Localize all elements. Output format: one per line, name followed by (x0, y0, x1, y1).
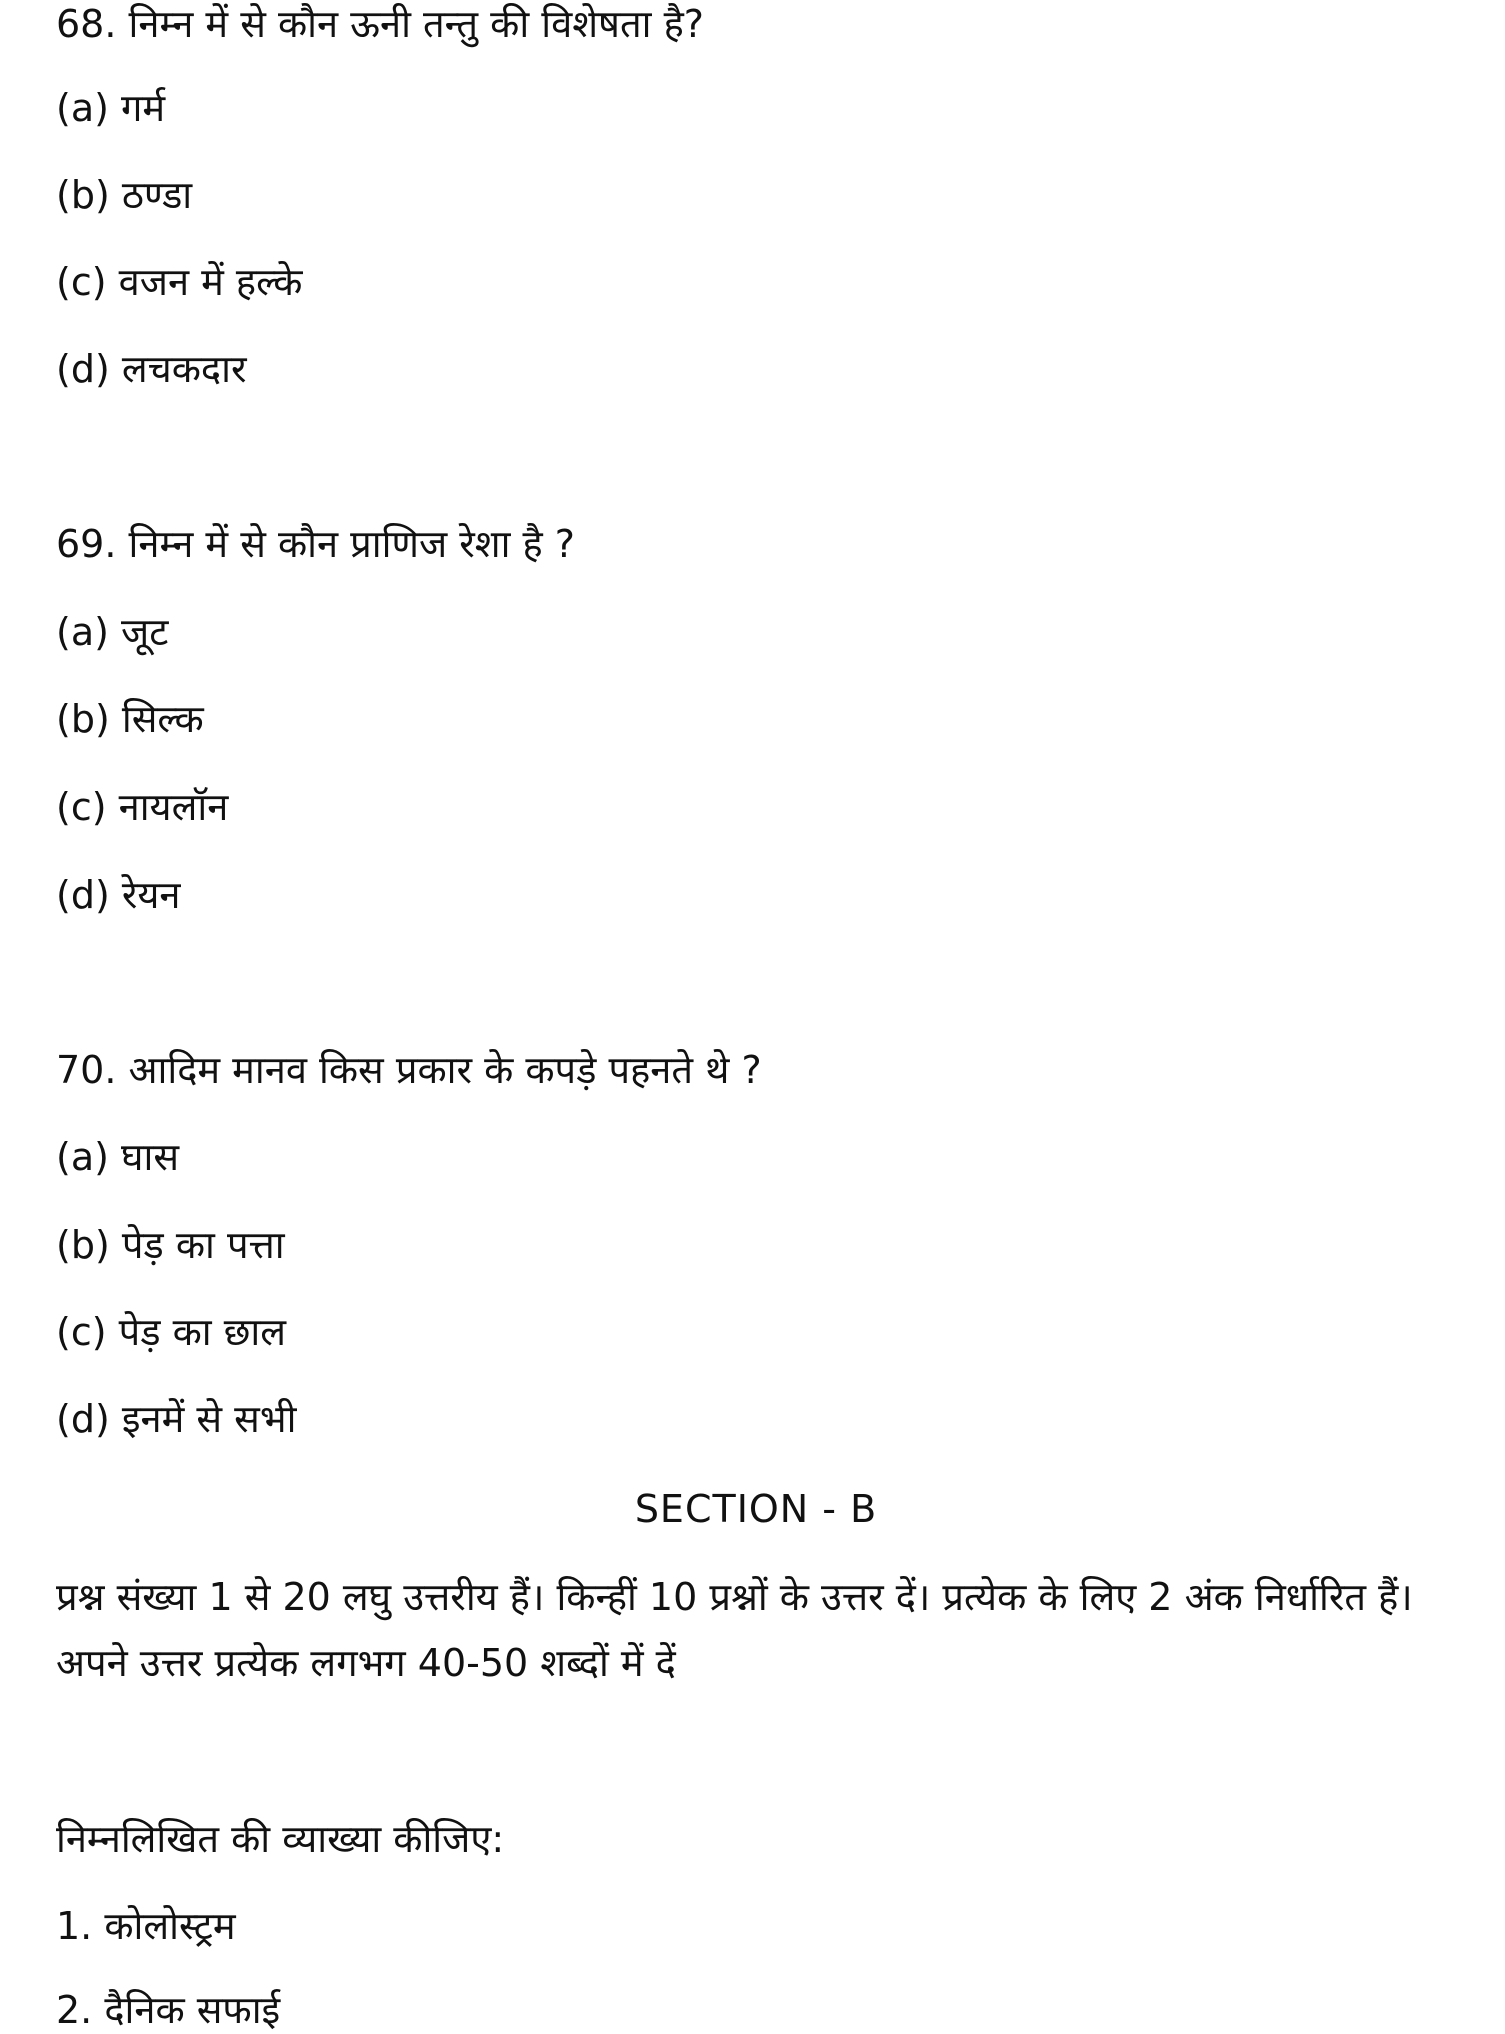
question-69-option-d: (d) रेयन (56, 873, 181, 917)
question-69-option-a: (a) जूट (56, 610, 169, 654)
question-70-option-d: (d) इनमें से सभी (56, 1397, 297, 1441)
section-b-prompt: निम्नलिखित की व्याख्या कीजिए: (56, 1817, 505, 1861)
section-b-item-1: 1. कोलोस्ट्रम (56, 1904, 236, 1948)
section-b-instructions: प्रश्न संख्या 1 से 20 लघु उत्तरीय हैं। किन्हीं 10 प्रश्नों के उत्तर दें। प्रत्येक के लिए 2 अंक निर्धारित हैं। अपने उत्तर प्रत्येक लगभग 40-50 शब्दों में दें (56, 1575, 1413, 1685)
question-69-option-b: (b) सिल्क (56, 697, 204, 741)
question-70-option-a: (a) घास (56, 1135, 180, 1179)
question-68-option-a: (a) गर्म (56, 86, 166, 130)
question-69: 69. निम्न में से कौन प्राणिज रेशा है ? (56, 522, 575, 566)
question-70-option-c: (c) पेड़ का छाल (56, 1310, 286, 1354)
question-68-option-c: (c) वजन में हल्के (56, 260, 303, 304)
question-68-option-b: (b) ठण्डा (56, 173, 193, 217)
section-b-heading: SECTION - B (634, 1487, 878, 1531)
section-b-item-2: 2. दैनिक सफाई (56, 1988, 281, 2032)
question-69-option-c: (c) नायलॉन (56, 785, 229, 829)
question-68: 68. निम्न में से कौन ऊनी तन्तु की विशेषता है? (56, 2, 704, 46)
question-68-option-d: (d) लचकदार (56, 347, 247, 391)
question-70-option-b: (b) पेड़ का पत्ता (56, 1223, 285, 1267)
question-70: 70. आदिम मानव किस प्रकार के कपड़े पहनते थे ? (56, 1048, 762, 1092)
